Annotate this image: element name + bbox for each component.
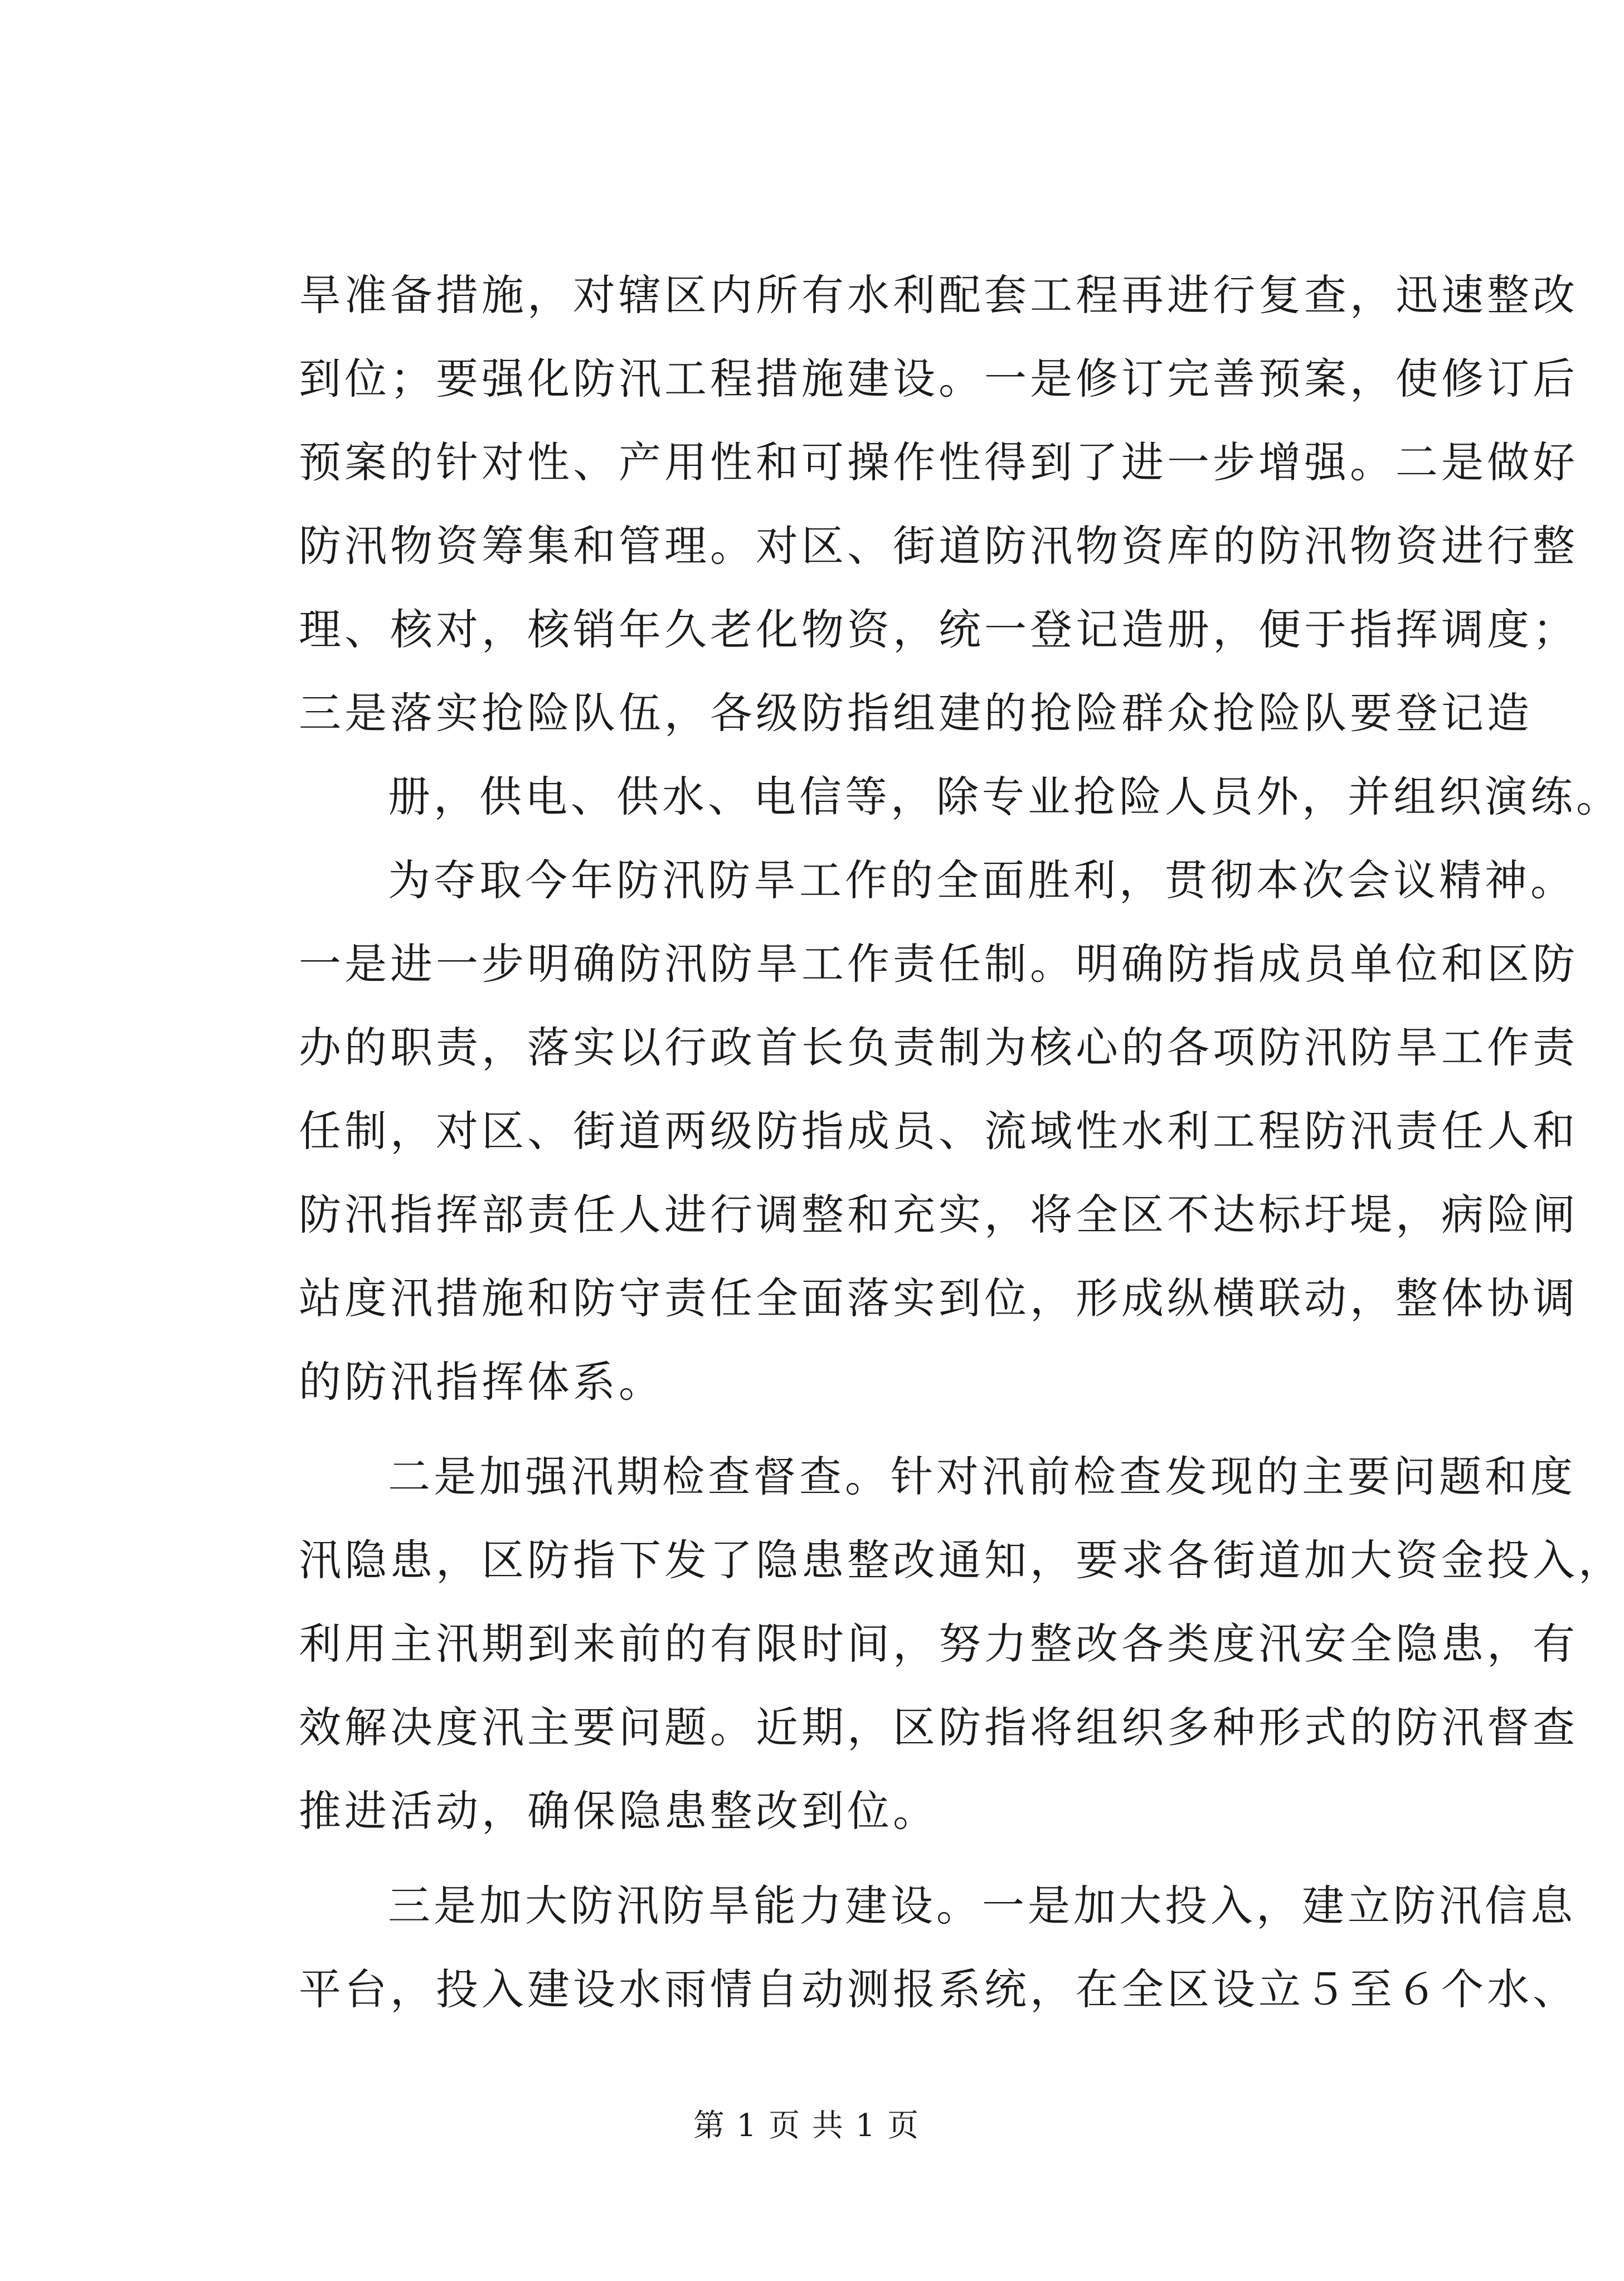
paragraph-first-line: 二是加强汛期检查督查。针对汛前检查发现的主要问题和度 bbox=[388, 1452, 1576, 1501]
text-line: 预案的针对性、产用性和可操作性得到了进一步增强。二是做好 bbox=[299, 437, 1578, 487]
text-line: 推进活动，确保隐患整改到位。 bbox=[299, 1786, 939, 1836]
document-body bbox=[299, 254, 1624, 2031]
text-line: 防汛指挥部责任人进行调整和充实，将全区不达标圩堤，病险闸 bbox=[299, 1190, 1578, 1239]
text-line: 三是落实抢险队伍，各级防指组建的抢险群众抢险队要登记造 bbox=[299, 688, 1533, 738]
text-line: 册，供电、供水、电信等，除专业抢险人员外，并组织演练。 bbox=[388, 772, 1622, 821]
text-line: 效解决度汛主要问题。近期，区防指将组织多种形式的防汛督查 bbox=[299, 1703, 1578, 1752]
text-line: 办的职责，落实以行政首长负责制为核心的各项防汛防旱工作责 bbox=[299, 1023, 1578, 1072]
text-line: 任制，对区、街道两级防指成员、流域性水利工程防汛责任人和 bbox=[299, 1106, 1578, 1156]
text-line: 一是进一步明确防汛防旱工作责任制。明确防指成员单位和区防 bbox=[299, 939, 1578, 989]
text-line: 站度汛措施和防守责任全面落实到位，形成纵横联动，整体协调 bbox=[299, 1273, 1578, 1323]
text-line: 汛隐患，区防指下发了隐患整改通知，要求各街道加大资金投入， bbox=[299, 1535, 1624, 1585]
text-line: 到位；要强化防汛工程措施建设。一是修订完善预案，使修订后 bbox=[299, 354, 1578, 403]
paragraph-first-line: 为夺取今年防汛防旱工作的全面胜利，贯彻本次会议精神。 bbox=[388, 855, 1576, 905]
text-line: 旱准备措施，对辖区内所有水利配套工程再进行复查，迅速整改 bbox=[299, 270, 1578, 320]
text-line: 理、核对，核销年久老化物资，统一登记造册，便于指挥调度； bbox=[299, 605, 1578, 654]
paragraph-first-line: 三是加大防汛防旱能力建设。一是加大投入，建立防汛信息 bbox=[388, 1881, 1576, 1930]
text-line: 平台，投入建设水雨情自动测报系统，在全区设立５至６个水、 bbox=[299, 1964, 1578, 2014]
text-line: 防汛物资筹集和管理。对区、街道防汛物资库的防汛物资进行整 bbox=[299, 521, 1578, 571]
text-line: 的防汛指挥体系。 bbox=[299, 1357, 664, 1407]
page-number-footer: 第 1 页 共 1 页 bbox=[693, 2108, 920, 2144]
text-line: 利用主汛期到来前的有限时间，努力整改各类度汛安全隐患，有 bbox=[299, 1619, 1578, 1669]
